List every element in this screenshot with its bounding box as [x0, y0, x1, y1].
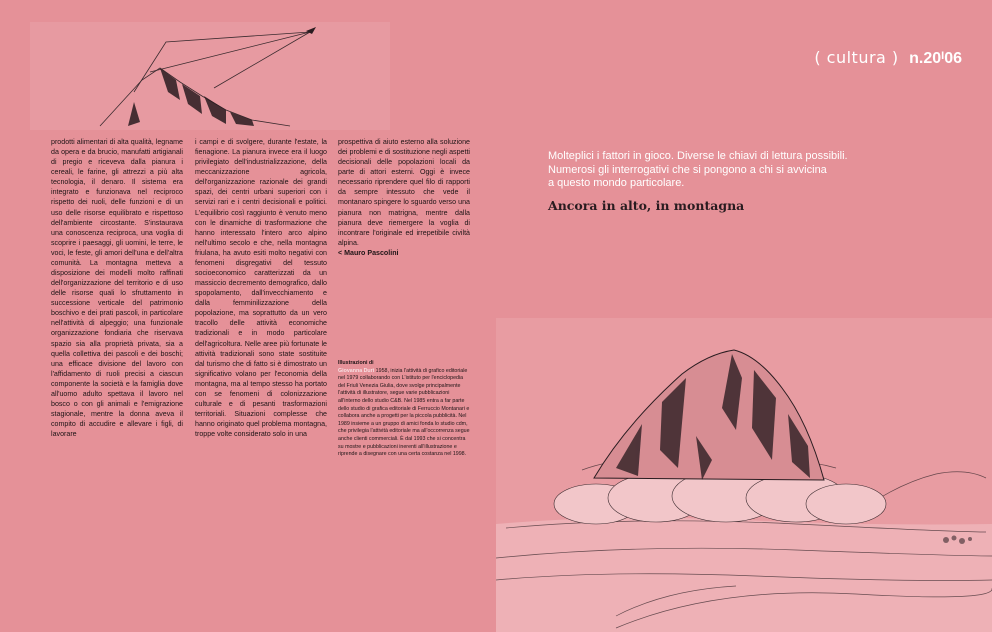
lead-line-2: Numerosi gli interrogativi che si pongono a chi si avvicina: [548, 163, 827, 176]
article-column-1: [51, 137, 183, 439]
column-1-text: prodotti alimentari di alta qualità, legname da opera e da brucio, manufatti artigianali di pregio e riceveva dalla pianura i cereali, le farine, gli attrezzi a più alta tecnologia, il denaro. Il sistema era integrato e funzionava nel reciproco rispetto dei ruoli, delle funzioni e di un uso delle risorse equilibrato e rispettoso dell'ambiente circostante. S'instaurava una conoscenza reciproca, una voglia di scoprire i paesaggi, gli uomini, le terre, le voci, le feste, gli amori dell'una e dell'altra comunità. La montagna metteva a disposizione dei modelli molto raffinati dell'organizzazione del territorio e di uso delle risorse quali lo sfruttamento in successione verticale del patrimonio boschivo e dei prati pascoli, in particolare nell'attività di alpeggio; una funzionale organizzazione fondiaria che riservava spazio sia alla proprietà privata, sia a quella collettiva dei pascoli e dei boschi; una efficace divisione del lavoro con l'affidamento di ruoli precisi a ciascun componente la società e la famiglia dove all'uomo adulto spettava il lavoro nel bosco o con gli animali e l'emigrazione stagionale, mentre la donna aveva il compito di accudire e allevare i figli, di lavorare: [51, 138, 183, 439]
column-3-text: prospettiva di aiuto esterno alla soluzione dei problemi e di sostituzione negli aspetti decisionali delle popolazioni locali da parte di attori esterni. Oggi è invece necessario riprendere quel filo di rapporti da sempre intessuto che vede il montanaro spingere lo sguardo verso una pianura non matrigna, mentre dalla pianura deve riemergere la voglia di incontrare l'originale ed irrepetibile civiltà alpina.: [338, 138, 470, 247]
illustrator-bio: 1958, inizia l'attività di grafico editoriale nel 1979 collaborando con L'istituto per l'enciclopedia del Friuli Venezia Giulia, dove svolge principalmente l'attività di illustratore, segue varie pubblicazioni all'interno dello studio C&B. Nel 1985 entra a far parte dello studio di grafica editoriale di Ferruccio Montanari e collabora anche a progetti per la piccola pubblicità. Nel 1989 insieme a un gruppo di amici fonda lo studio cdm, che privilegia l'attività editoriale ma all'occorrenza segue anche clienti commerciali. È dal 1993 che si concentra su mostre e pubblicazioni inerenti all'illustrazione e riprende a disegnare con una certa costanza nel 1998.: [338, 367, 470, 458]
section-header: [814, 48, 962, 68]
section-label: ( cultura ): [814, 48, 899, 67]
illustration-credit: [338, 360, 470, 459]
article-title: Ancora in alto, in montagna: [548, 198, 745, 213]
mountain-illustration-large: [496, 318, 992, 632]
illustrator-name: Giovanna Durì: [338, 367, 375, 374]
mountain-sketch-small: [30, 22, 390, 130]
article-column-3: [338, 137, 470, 258]
lead-paragraph: [548, 150, 878, 191]
lead-line-1: Molteplici i fattori in gioco. Diverse le chiavi di lettura possibili.: [548, 150, 848, 162]
issue-number: $n.20^I06$: [909, 50, 962, 67]
lead-line-3: a questo mondo particolare.: [548, 177, 685, 189]
article-column-2: [195, 137, 327, 439]
column-2-text: i campi e di svolgere, durante l'estate, la fienagione. La pianura invece era il luogo privilegiato dell'industrializzazione, della meccanizzazione agricola, dell'organizzazione razionale dei grandi spazi, dei centri urbani superiori con i servizi rari e i centri decisionali e politici. L'equilibrio così raggiunto è venuto meno con le dinamiche di trasformazione che hanno interessato l'intero arco alpino nell'ultimo secolo e che, nella montagna friulana, ha avuto esiti molto negativi con fenomeni disgregativi del tessuto socioeconomico caratterizzati da un massiccio decremento demografico, dallo spopolamento, dall'invecchiamento e dalla femminilizzazione della popolazione, ma soprattutto da un vero tracollo delle attività economiche tradizionali e in modo particolare dell'agricoltura. Nelle aree più fortunate le attività tradizionali sono state sostituite dal turismo che di fatto si è dimostrato un significativo volano per l'economia della montagna, ma al tempo stesso ha portato con se fenomeni di colonizzazione culturale e di pesanti trasformazioni territoriali. Situazioni complesse che hanno originato quel problema montagna, troppe volte considerato solo in una: [195, 138, 327, 439]
credit-title: Illustrazioni di: [338, 360, 374, 366]
author-signature: < Mauro Pascolini: [338, 248, 399, 257]
